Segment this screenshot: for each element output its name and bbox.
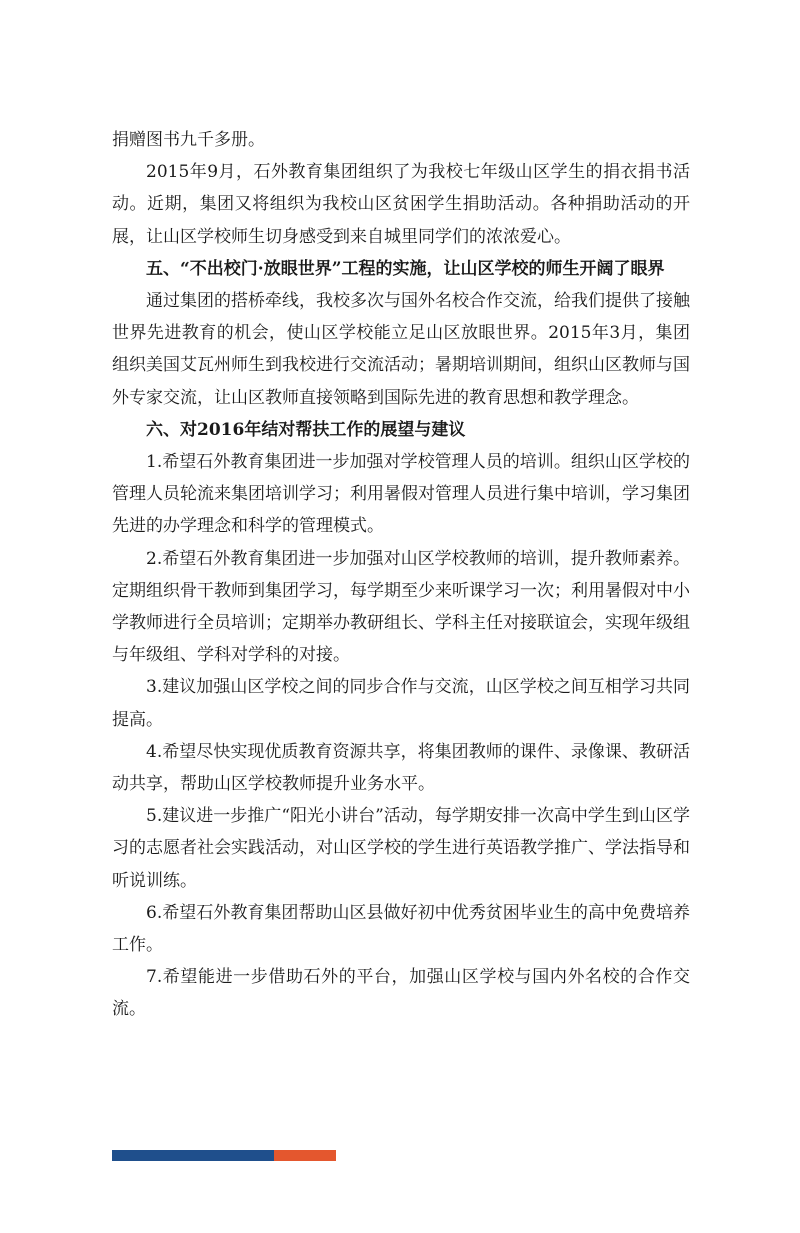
suggestion-item-2: 2.希望石外教育集团进一步加强对山区学校教师的培训，提升教师素养。定期组织骨干教师到集团学习，每学期至少来听课学习一次；利用暑假对中小学教师进行全员培训；定期举办教研组长、学科主任对接联谊会，实现年级组与年级组、学科对学科的对接。 xyxy=(112,548,690,666)
suggestion-item-6: 6.希望石外教育集团帮助山区县做好初中优秀贫困毕业生的高中免费培养工作。 xyxy=(112,902,690,956)
suggestion-item-1: 1.希望石外教育集团进一步加强对学校管理人员的培训。组织山区学校的管理人员轮流来集团培训学习；利用暑假对管理人员进行集中培训，学习集团先进的办学理念和科学的管理模式。 xyxy=(112,452,690,537)
footer-decorative-bar xyxy=(112,1150,336,1161)
footer-bar-blue-segment xyxy=(112,1150,274,1161)
section-heading-6: 六、对2016年结对帮扶工作的展望与建议 xyxy=(146,419,466,440)
suggestion-item-7: 7.希望能进一步借助石外的平台，加强山区学校与国内外名校的合作交流。 xyxy=(112,967,690,1020)
section-heading-5: 五、“不出校门·放眼世界”工程的实施，让山区学校的师生开阔了眼界 xyxy=(146,258,665,279)
document-body xyxy=(112,124,690,1026)
suggestion-item-4: 4.希望尽快实现优质教育资源共享，将集团教师的课件、录像课、教研活动共享，帮助山区学校教师提升业务水平。 xyxy=(112,741,690,795)
paragraph-donation-activities: 2015年9月，石外教育集团组织了为我校七年级山区学生的捐衣捐书活动。近期，集团又将组织为我校山区贫困学生捐助活动。各种捐助活动的开展，让山区学校师生切身感受到来自城里同学们的浓浓爱心。 xyxy=(112,162,690,247)
footer-bar-orange-segment xyxy=(274,1150,336,1161)
suggestion-item-5: 5.建议进一步推广“阳光小讲台”活动，每学期安排一次高中学生到山区学习的志愿者社会实践活动，对山区学校的学生进行英语教学推广、学法指导和听说训练。 xyxy=(112,806,690,891)
paragraph-continued: 捐赠图书九千多册。 xyxy=(112,130,265,150)
paragraph-international-exchange: 通过集团的搭桥牵线，我校多次与国外名校合作交流，给我们提供了接触世界先进教育的机会，使山区学校能立足山区放眼世界。2015年3月，集团组织美国艾瓦州师生到我校进行交流活动；暑期培训期间，组织山区教师与国外专家交流，让山区教师直接领略到国际先进的教育思想和教学理念。 xyxy=(112,291,690,408)
suggestion-item-3: 3.建议加强山区学校之间的同步合作与交流，山区学校之间互相学习共同提高。 xyxy=(112,677,690,730)
